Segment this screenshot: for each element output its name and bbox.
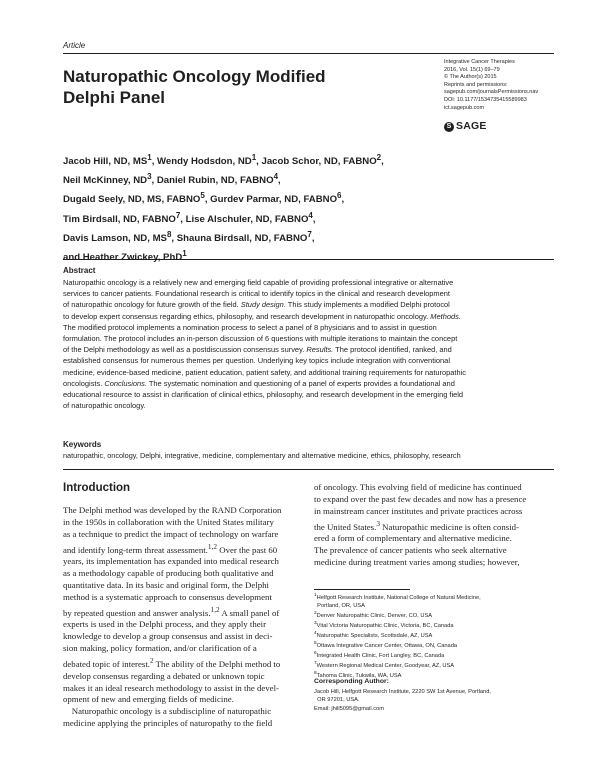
body-line: the United States.$^3$ Naturopathic medicine is often consid- [314,518,519,532]
keywords-list: naturopathic, oncology, Delphi, integrative, medicine, complementary and alternative medicine, ethics, philosophy, research [63,451,461,460]
author-line: Dugald Seely, ND, MS, FABNO$^5$, Gurdev Parmar, ND, FABNO$^6$, [63,191,345,206]
abstract-line: to develop expert consensus regarding ethics, philosophy, and research development in naturopathic oncology. Methods. [63,311,461,321]
footnote-divider [314,589,410,590]
affiliations [314,592,559,681]
body-line: ered a form of complementary and alternative medicine. [314,533,512,544]
affiliation-line: $^5$Ottawa Integrative Cancer Center, Ottawa, ON, Canada [314,641,458,650]
body-line: to expand over the past few decades and now has a presence [314,493,527,504]
abstract-body [63,277,554,411]
body-line: sion making, policy formation, and/or clarification of a [63,643,257,654]
affiliation-line: $^2$Denver Naturopathic Clinic, Denver, CO, USA [314,611,433,620]
reprints-line: Reprints and permissions: [444,81,508,88]
sage-wordmark: SAGE [456,120,487,132]
corresponding-author [314,688,559,713]
body-line: experts is used in the Delphi process, and they apply their [63,619,267,630]
affiliation-line: $^8$Tahoma Clinic, Tukwila, WA, USA [314,671,402,680]
body-column-right [314,482,559,569]
body-line: Naturopathic oncology is a subdiscipline of naturopathic [63,706,272,717]
sage-mark-icon: S [444,122,454,132]
body-line: by repeated question and answer analysis.$^{1,2}$ A small panel of [63,604,280,618]
affiliation-line: $^3$Vital Victoria Naturopathic Clinic, Victoria, BC, Canada [314,621,454,630]
abstract-line: formulation. The protocol includes an in-person discussion of 6 questions with multiple iterations to maintain the concept [63,334,458,344]
body-line: knowledge to develop a group consensus and assist in deci- [63,631,273,642]
body-line: quantitative data. In its basic and original form, the Delphi [63,579,269,590]
abstract-line: established consensus for numerous themes per question. Underlying key topics include integration with conventional [63,356,450,366]
author-line: Jacob Hill, ND, $MS^1$, Wendy Hodsdon, $ND^1$, Jacob Schor, ND, FABNO$^2$, [63,153,384,168]
body-column-left [63,505,303,730]
abstract-line: medicine, evidence-based medicine, patient education, patient safety, and additional training requirements for naturopathic [63,367,466,377]
abstract-line: educational resource to assist in clarification of clinical ethics, philosophy, and research development in the emerging field [63,390,464,400]
introduction-heading: Introduction [63,482,131,494]
title-line-2: Delphi Panel [63,88,166,107]
body-line: develop consensus regarding a debated or unknown topic [63,670,265,681]
journal-volume: 2016, Vol. 15(1) 69–79 [444,66,500,73]
affiliation-line: Portland, OR, USA [314,603,365,610]
journal-url[interactable]: ict.sagepub.com [444,104,485,111]
affiliation-line: $^4$Naturopathic Specialists, Scottsdale, AZ, USA [314,631,433,640]
author-line: Tim Birdsall, ND, FABNO$^7$, Lise Alschuler, ND, FABNO$^4$, [63,210,316,225]
abstract-line: oncologists. Conclusions. The systematic nomination and questioning of a panel of experts provides a foundational and [63,378,455,388]
body-line: debated topic of interest.$^2$ The ability of the Delphi method to [63,655,281,669]
body-line: as a methodology capable of producing both qualitative and [63,568,274,579]
corr-address-line: Jacob Hill, Helfgott Research Institute, 2220 SW 1st Avenue, Portland, [314,689,491,695]
body-line: of oncology. This evolving field of medicine has continued [314,482,522,492]
body-line: in mainstream cancer institutes and private practices across [314,505,523,516]
abstract-line: of naturopathic oncology. [63,401,146,411]
body-line: medicine during treatment varies among studies; however, [314,556,520,567]
body-line: in the 1950s in collaboration with the United States military [63,516,274,527]
affiliation-line: $^1$Helfgott Research Institute, National College of Natural Medicine, [314,593,481,601]
permissions-link[interactable]: sagepub.com/journalsPermissions.nav [444,89,539,96]
abstract-line: services to cancer patients. Foundational research is critical to identify topics in the clinical and research development [63,289,450,299]
abstract-heading: Abstract [63,266,96,275]
corresponding-author-heading: Corresponding Author: [314,678,389,685]
body-divider [63,469,554,470]
body-line: opment of new and emerging fields of medicine. [63,694,234,705]
body-line: and identify long-term threat assessment.$^{1,2}$ Over the past 60 [63,541,278,555]
copyright-line: © The Author(s) 2015 [444,74,497,81]
corr-email[interactable]: Email: jhill5095@gmail.com [314,705,384,712]
body-line: The Delphi method was developed by the RAND Corporation [63,505,282,515]
body-line: makes it an ideal research methodology to assist in the devel- [63,682,279,693]
abstract-line: of naturopathic oncology for future growth of the field. Study design. This study implements a modified Delphi protocol [63,300,450,310]
abstract-line: The modified protocol implements a nomination process to select a panel of 8 physicians and to assist in question [63,322,437,332]
body-line: years, its implementation has expanded into medical research [63,556,279,567]
sage-logo [444,121,487,132]
article-type-label: Article [63,41,86,50]
article-title [63,66,393,108]
doi-line[interactable]: DOI: 10.1177/1534735415589983 [444,96,527,103]
keywords-heading: Keywords [63,440,102,449]
top-divider [63,53,554,54]
author-line: Davis Lamson, ND, $MS^8$, Shauna Birdsall, ND, FABNO$^7$, [63,229,315,244]
body-line: as a technique to predict the impact of technology on warfare [63,528,279,539]
corr-address-line: OR 97201, USA. [314,697,360,704]
journal-info [444,59,584,112]
author-line: and Heather Zwickey, PhD$^1$ [63,248,187,264]
title-line-1: Naturopathic Oncology Modified [63,67,326,86]
abstract-line: of the Delphi methodology as well as a postdiscussion consensus survey. Results. The protocol identified, ranked, and [63,345,452,355]
affiliation-line: $^6$Integrated Health Clinic, Fort Langley, BC, Canada [314,651,445,660]
author-list [63,150,483,265]
body-line: The prevalence of cancer patients who seek alternative [314,545,507,556]
author-line: Neil McKinney, $ND^3$, Daniel Rubin, ND, FABNO$^4$, [63,172,281,187]
journal-name: Integrative Cancer Therapies [444,59,515,65]
abstract-line: Naturopathic oncology is a relatively new and emerging field capable of providing professional integrative or alternative [63,278,454,287]
body-line: medicine applying the principles of naturopathy to the field [63,718,273,729]
body-line: method is a systematic approach to consensus development [63,591,272,602]
affiliation-line: $^7$Western Regional Medical Center, Goodyear, AZ, USA [314,661,455,670]
abstract-divider [63,259,554,260]
